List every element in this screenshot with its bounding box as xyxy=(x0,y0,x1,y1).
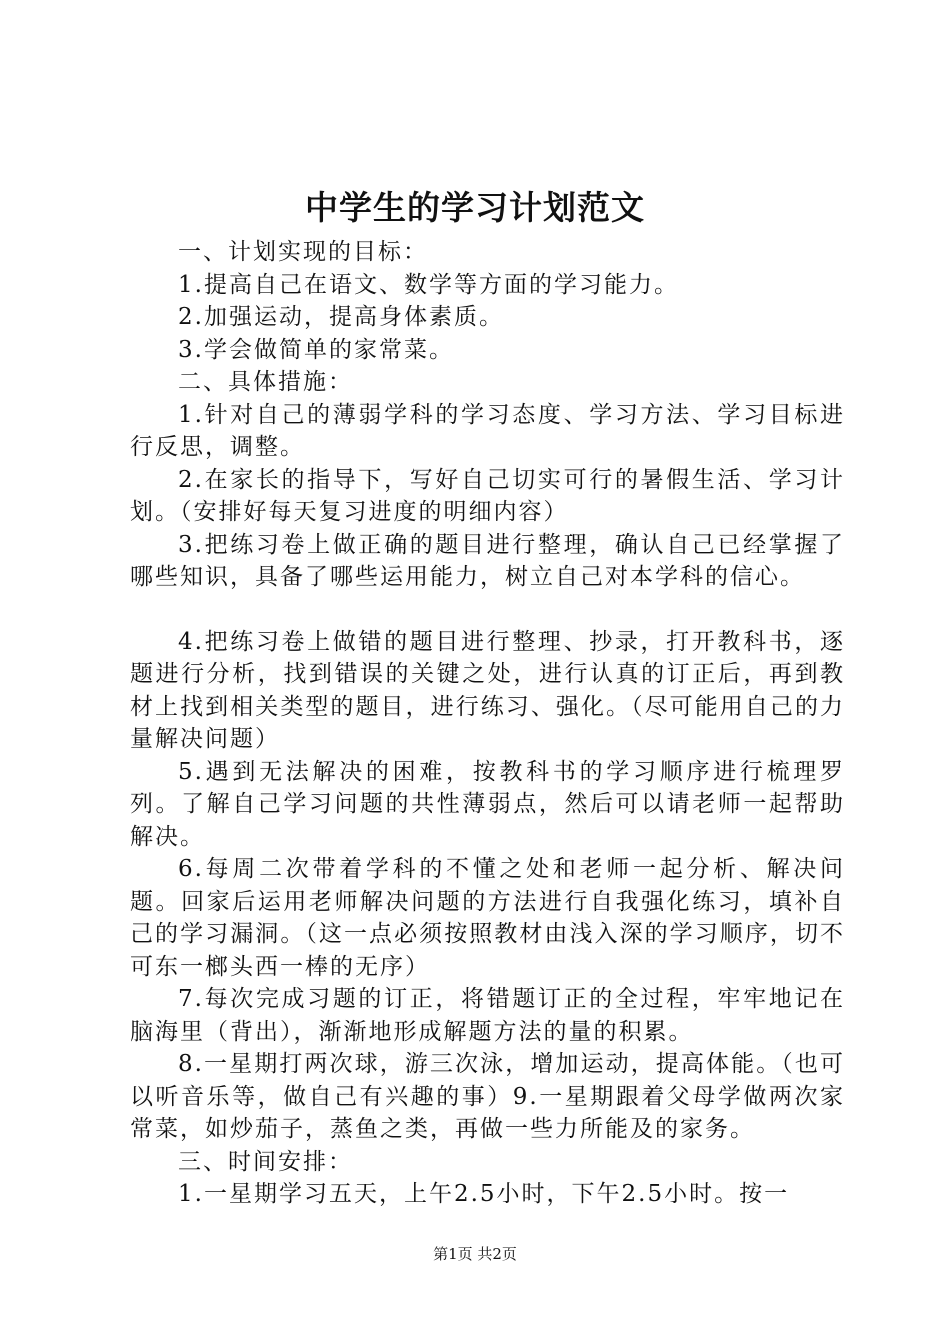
goal-item-3: 3.学会做简单的家常菜。 xyxy=(178,336,454,363)
measure-item-4: 4.把练习卷上做错的题目进行整理、抄录，打开教科书，逐题进行分析，找到错误的关键之处，进行认真的订正后，再到教材上找到相关类型的题目，进行练习、强化。（尽可能用自己的力量解决问题） xyxy=(130,628,845,752)
page-footer: 第1页 共2页 xyxy=(433,1245,517,1263)
document-body xyxy=(130,236,845,1211)
measure-item-7: 7.每次完成习题的订正，将错题订正的全过程，牢牢地记在脑海里（背出），渐渐地形成解题方法的量的积累。 xyxy=(130,986,845,1045)
measure-item-5: 5.遇到无法解决的困难，按教科书的学习顺序进行梳理罗列。了解自己学习问题的共性薄弱点，然后可以请老师一起帮助解决。 xyxy=(130,758,845,850)
goal-item-1: 1.提高自己在语文、数学等方面的学习能力。 xyxy=(178,271,679,298)
document-title: 中学生的学习计划范文 xyxy=(305,188,645,227)
measure-item-3: 3.把练习卷上做正确的题目进行整理，确认自己已经掌握了哪些知识，具备了哪些运用能力，树立自己对本学科的信心。 xyxy=(130,531,845,590)
measure-item-2: 2.在家长的指导下，写好自己切实可行的暑假生活、学习计划。（安排好每天复习进度的明细内容） xyxy=(130,466,845,525)
measure-item-6: 6.每周二次带着学科的不懂之处和老师一起分析、解决问题。回家后运用老师解决问题的方法进行自我强化练习，填补自己的学习漏洞。（这一点必须按照教材由浅入深的学习顺序，切不可东一榔头西一棒的无序） xyxy=(130,856,845,980)
schedule-item-1: 1.一星期学习五天，上午2.5小时，下午2.5小时。按一 xyxy=(178,1181,790,1207)
section-heading-schedule: 三、时间安排： xyxy=(178,1148,353,1175)
section-heading-measures: 二、具体措施： xyxy=(178,369,353,395)
goal-item-2: 2.加强运动，提高身体素质。 xyxy=(178,304,504,330)
section-heading-goals: 一、计划实现的目标： xyxy=(178,239,428,265)
measure-item-8-9: 8.一星期打两次球，游三次泳，增加运动，提高体能。（也可以听音乐等，做自己有兴趣的事）9.一星期跟着父母学做两次家常菜，如炒茄子，蒸鱼之类，再做一些力所能及的家务。 xyxy=(130,1051,845,1142)
measure-item-1: 1.针对自己的薄弱学科的学习态度、学习方法、学习目标进行反思，调整。 xyxy=(130,401,845,460)
